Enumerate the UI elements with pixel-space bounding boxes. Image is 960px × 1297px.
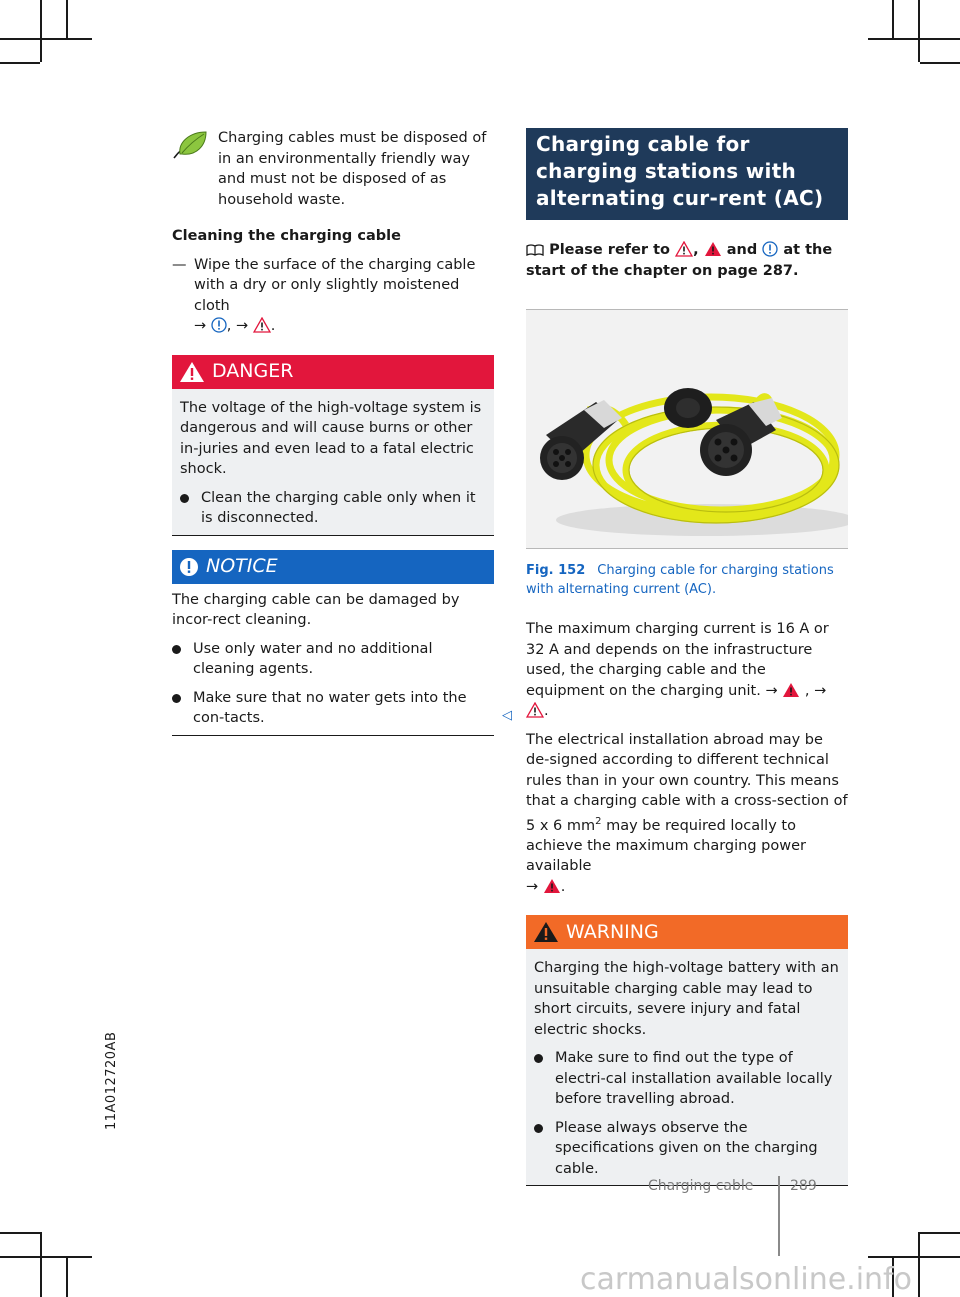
bullet-dot [172, 645, 181, 654]
warning-bullet [534, 1118, 840, 1180]
arrow-ref: → [194, 318, 207, 334]
comma: , [693, 242, 699, 258]
crop-mark [0, 62, 40, 64]
refer-and: and [726, 242, 758, 258]
comma: , [226, 318, 232, 334]
figure-caption-text: Charging cable for charging stations with alternating current (AC). [526, 563, 834, 597]
warning-text: Charging the high-voltage battery with an unsuitable charging cable may lead to short circuits, severe injury and fatal electric shocks. [534, 960, 839, 1038]
book-icon [526, 243, 544, 257]
watermark: carmanualsonline.info [580, 1262, 912, 1297]
danger-ref-icon[interactable] [704, 241, 722, 257]
step-dash: — [172, 256, 187, 273]
arrow-ref: → [765, 682, 778, 699]
cleaning-heading: Cleaning the charging cable [172, 228, 401, 244]
page-number: 289 [790, 1178, 817, 1194]
superscript: 2 [595, 815, 602, 827]
danger-header [172, 355, 494, 389]
section-title: Charging cable for charging stations with alternating cur-rent (AC) [526, 128, 848, 220]
danger-text: The voltage of the high-voltage system is dangerous and will cause burns or other in-juries and even lead to a fatal electric shock. [180, 399, 482, 477]
notice-text: The charging cable can be damaged by incor-rect cleaning. [172, 591, 460, 628]
arrow-ref: → [235, 318, 249, 334]
right-column [526, 128, 848, 1186]
charging-cable-image [526, 310, 848, 548]
warning-triangle-icon [532, 920, 560, 944]
period: . [544, 703, 549, 719]
warning-header [526, 915, 848, 949]
paragraph-text: may be required locally to achieve the maximum charging power available [526, 817, 806, 875]
step-text: Wipe the surface of the charging cable with a dry or only slightly moistened cloth [194, 256, 476, 314]
leaf-icon [172, 130, 208, 160]
warning-body [526, 949, 848, 1186]
danger-box [172, 355, 494, 536]
warning-ref-icon[interactable] [543, 878, 561, 894]
warning-ref-icon[interactable] [675, 241, 693, 257]
bullet-dot [534, 1054, 543, 1063]
notice-ref-icon[interactable] [211, 317, 227, 333]
figure-caption [526, 561, 848, 599]
notice-body [172, 584, 512, 736]
crop-mark [892, 0, 894, 38]
notice-bullet [172, 639, 494, 680]
warning-bullet-text: Make sure to find out the type of electri-cal installation available locally before travelling abroad. [555, 1050, 833, 1108]
environment-note [172, 128, 494, 210]
danger-ref-icon[interactable] [253, 317, 271, 333]
notice-bullet [172, 688, 494, 729]
period: . [560, 878, 566, 895]
crop-mark [868, 38, 960, 40]
step-text-block [194, 255, 494, 337]
notice-title: NOTICE [206, 555, 278, 578]
exclamation-circle-icon [178, 556, 200, 578]
crop-mark [0, 1256, 92, 1258]
arrow-ref: → [814, 682, 827, 699]
crop-mark [920, 1232, 960, 1234]
danger-ref-icon[interactable] [782, 682, 800, 698]
bullet-dot [180, 494, 189, 503]
crop-mark [40, 1232, 42, 1297]
warning-ref-icon[interactable] [526, 702, 544, 718]
crop-mark [66, 0, 68, 38]
left-column [172, 128, 512, 736]
environment-text: Charging cables must be disposed of in an environmentally friendly way and must not be disposed of as household waste. [218, 130, 487, 208]
danger-title: DANGER [212, 360, 294, 383]
document-code: 11A012720AB [104, 1031, 119, 1130]
danger-body [172, 389, 494, 536]
footer-divider [778, 1176, 780, 1256]
crop-mark [0, 1232, 40, 1234]
paragraph-text: The electrical installation abroad may be de-signed according to different technical rules than in your own country. This means that a charging cable with a cross-section of 5 x 6 mm [526, 731, 848, 834]
notice-bullet-text: Use only water and no additional cleaning agents. [193, 640, 433, 677]
danger-bullet-text: Clean the charging cable only when it is disconnected. [201, 489, 476, 526]
warning-bullet-text: Please always observe the specifications given on the charging cable. [555, 1119, 818, 1177]
bullet-dot [534, 1124, 543, 1133]
warning-bullet [534, 1048, 840, 1110]
refer-note [526, 240, 848, 281]
crop-mark [66, 1258, 68, 1297]
notice-box [172, 550, 512, 736]
figure-photo [526, 309, 848, 549]
paragraph [526, 730, 848, 898]
refer-prefix: Please refer to [549, 242, 671, 258]
crop-mark [0, 38, 92, 40]
cable-cap [664, 388, 712, 428]
period: . [270, 318, 276, 334]
crop-mark [868, 1256, 960, 1258]
crop-mark [918, 1232, 920, 1297]
danger-bullet [180, 488, 486, 529]
notice-ref-icon[interactable] [762, 241, 778, 257]
notice-header [172, 550, 494, 584]
bullet-dot [172, 694, 181, 703]
footer-section-title: Charging cable [648, 1178, 754, 1194]
warning-triangle-icon [178, 360, 206, 384]
paragraph [526, 619, 848, 722]
refer-suffix: at the start of the chapter on page 287. [526, 242, 833, 279]
notice-bullet-text: Make sure that no water gets into the con-tacts. [193, 689, 467, 726]
crop-mark [920, 62, 960, 64]
arrow-ref: → [526, 878, 539, 895]
comma: , [804, 682, 810, 699]
cleaning-step [172, 255, 494, 337]
section-end-mark: ◁ [502, 708, 512, 723]
crop-mark [40, 0, 42, 62]
paragraph-text: The maximum charging current is 16 A or 32 A and depends on the infrastructure used, the charging cable and the equipment on the charging unit. [526, 621, 829, 699]
crop-mark [918, 0, 920, 62]
warning-title: WARNING [566, 921, 659, 944]
warning-box [526, 915, 848, 1186]
figure-label: Fig. 152 [526, 563, 586, 578]
